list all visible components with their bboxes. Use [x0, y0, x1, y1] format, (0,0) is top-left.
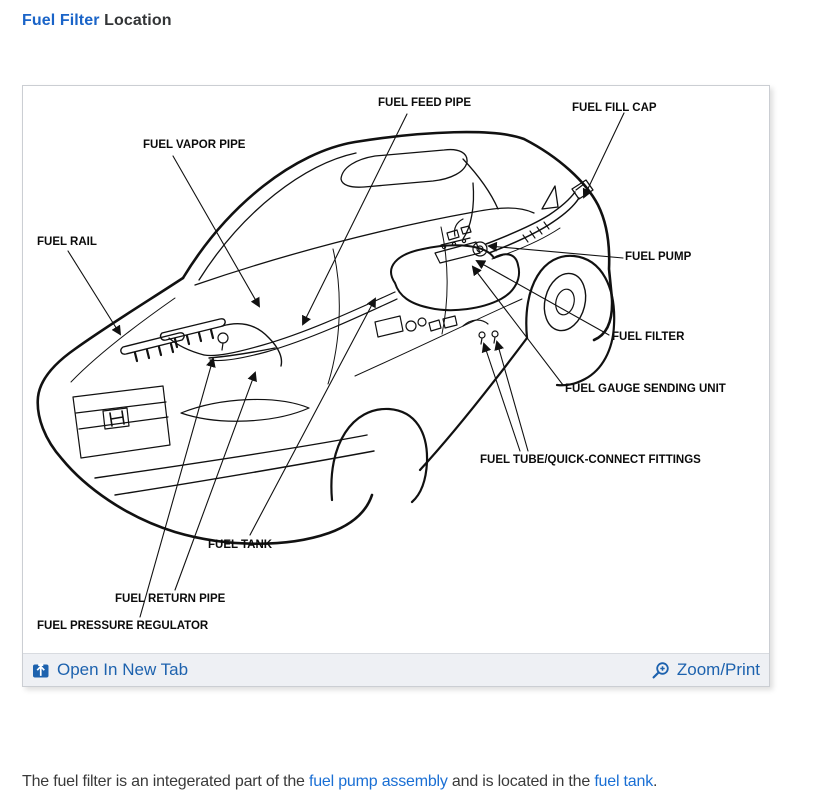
- callout-fuel-tube-quick-connect-fittings: FUEL TUBE/QUICK-CONNECT FITTINGS: [480, 454, 701, 466]
- callout-fuel-filter: FUEL FILTER: [612, 331, 685, 343]
- callout-fuel-fill-cap: FUEL FILL CAP: [572, 102, 657, 114]
- zoom-print-link[interactable]: [651, 660, 760, 680]
- fittings-cluster: [375, 316, 498, 344]
- open-in-new-tab-link[interactable]: [32, 660, 188, 680]
- open-in-new-tab-icon: [32, 662, 50, 679]
- description-text-before: The fuel filter is an integerated part of the: [22, 773, 309, 790]
- open-in-new-tab-label: Open In New Tab: [57, 660, 189, 679]
- description-paragraph: [22, 771, 824, 793]
- callout-fuel-vapor-pipe: FUEL VAPOR PIPE: [143, 139, 246, 151]
- leader-lines: [68, 113, 624, 617]
- fuel-pump-assembly-link[interactable]: fuel pump assembly: [308, 773, 448, 790]
- callout-fuel-return-pipe: FUEL RETURN PIPE: [115, 593, 226, 605]
- sunroof: [341, 150, 467, 188]
- fuel-line-bundle: [169, 292, 397, 361]
- callout-fuel-gauge-sending-unit: FUEL GAUGE SENDING UNIT: [565, 383, 726, 395]
- description-text-after: .: [653, 773, 658, 790]
- callout-fuel-tank: FUEL TANK: [208, 539, 273, 551]
- fuel-tank-shape: [391, 245, 519, 310]
- front-fascia: [73, 386, 374, 495]
- quarter-window: [542, 186, 558, 209]
- fuel-pump-assembly-shape: [435, 219, 487, 263]
- pressure-regulator-shape: [218, 333, 228, 343]
- diagram-figure: [22, 85, 770, 687]
- zoom-icon: [651, 661, 670, 680]
- callout-fuel-feed-pipe: FUEL FEED PIPE: [378, 97, 472, 109]
- page-title-rest: Location: [104, 12, 172, 29]
- description-text-middle: and is located in the: [447, 773, 595, 790]
- zoom-print-label: Zoom/Print: [676, 660, 760, 679]
- car-fuel-system-diagram: [23, 86, 769, 653]
- fuel-rail-assembly: [121, 319, 282, 366]
- figure-toolbar: [23, 653, 769, 686]
- diagram-canvas: [23, 86, 769, 653]
- fill-cap-shape: [572, 180, 593, 199]
- callout-fuel-pressure-regulator: FUEL PRESSURE REGULATOR: [37, 620, 209, 632]
- fuel-tank-link[interactable]: fuel tank: [594, 773, 653, 790]
- page-title: [22, 12, 172, 30]
- callout-fuel-pump: FUEL PUMP: [625, 251, 692, 263]
- page-title-link[interactable]: Fuel Filter: [22, 12, 100, 29]
- callout-fuel-rail: FUEL RAIL: [37, 236, 97, 248]
